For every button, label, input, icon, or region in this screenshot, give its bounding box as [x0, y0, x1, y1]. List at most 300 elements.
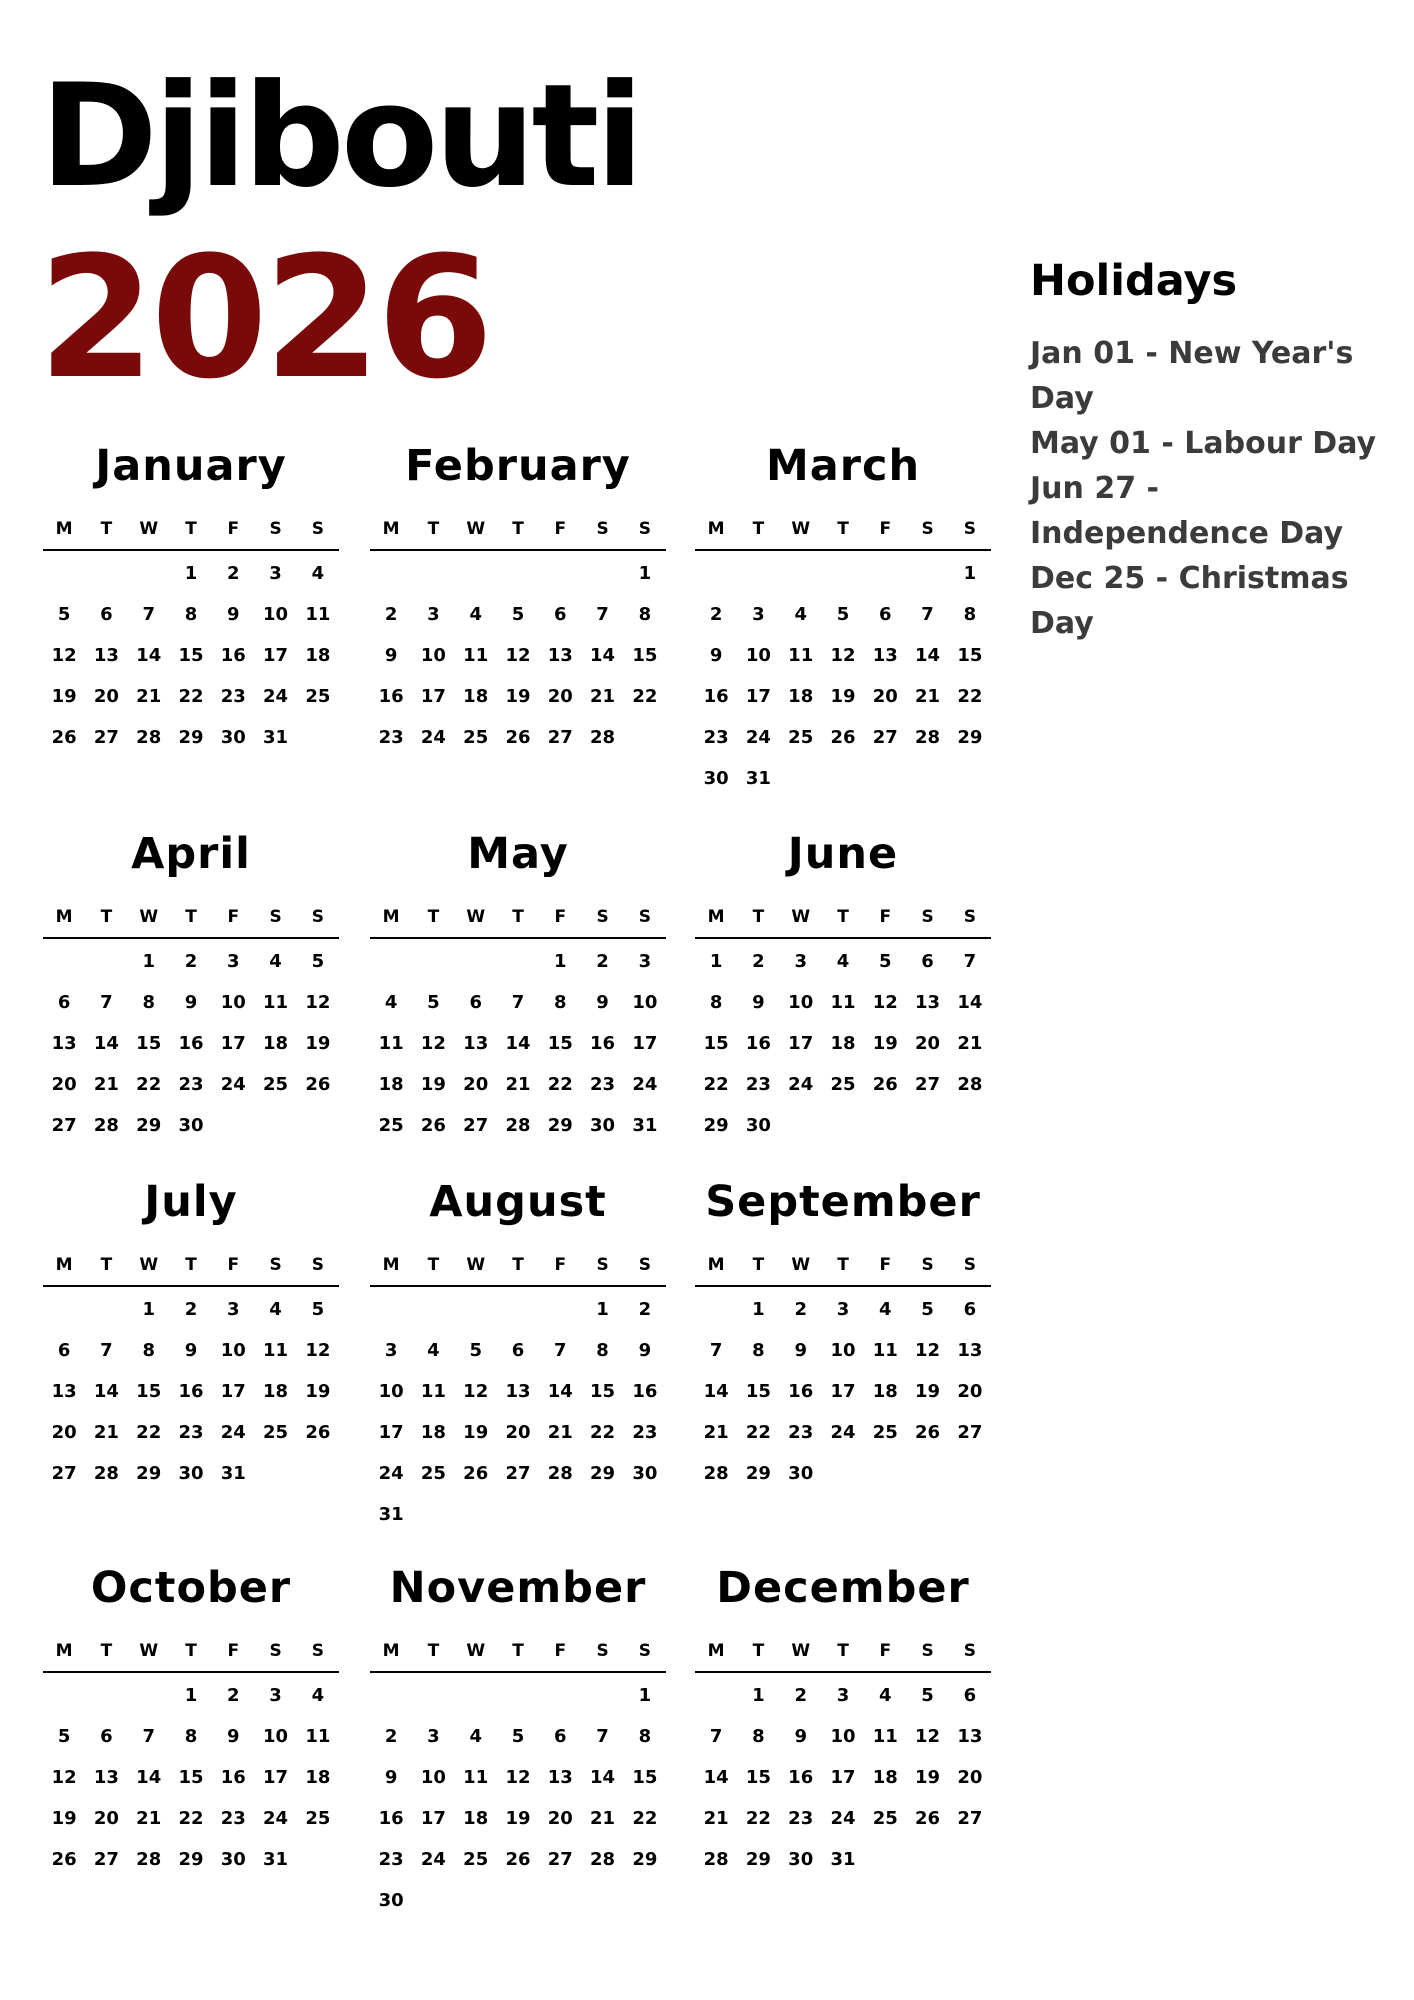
day-cell: 15 [178, 645, 204, 666]
day-cell: 5 [879, 951, 892, 972]
day-cell: 7 [142, 604, 155, 625]
month-august [370, 1169, 666, 1535]
day-grid [695, 1675, 991, 1880]
day-cell: 21 [547, 1422, 573, 1443]
day-cell: 26 [505, 1849, 531, 1870]
weekday-label: F [227, 1641, 240, 1661]
weekday-label: T [512, 1255, 524, 1275]
weekday-header [43, 897, 339, 939]
day-cell: 15 [745, 1381, 771, 1402]
day-cell: 5 [311, 951, 325, 972]
day-cell: 31 [263, 1849, 289, 1870]
day-cell: 24 [378, 1463, 404, 1484]
day-cell: 8 [596, 1340, 609, 1361]
day-grid [370, 553, 666, 758]
month-name: March [765, 441, 921, 491]
month-may [370, 821, 666, 1146]
day-cell: 1 [752, 1685, 765, 1706]
day-cell: 24 [263, 1808, 289, 1829]
weekday-label: S [921, 907, 934, 927]
weekday-label: W [466, 519, 486, 539]
year-title: 2026 [38, 220, 490, 416]
day-cell: 12 [420, 1033, 446, 1054]
day-cell: 2 [227, 1685, 240, 1706]
day-cell: 31 [632, 1115, 658, 1136]
day-cell: 9 [794, 1340, 807, 1361]
day-cell: 27 [915, 1074, 941, 1095]
day-cell: 19 [830, 686, 856, 707]
day-cell: 6 [963, 1685, 977, 1706]
day-cell: 19 [505, 1808, 531, 1829]
day-cell: 27 [547, 727, 573, 748]
day-cell: 25 [305, 686, 331, 707]
day-cell: 17 [788, 1033, 814, 1054]
day-cell: 6 [100, 604, 113, 625]
day-cell: 12 [505, 1767, 531, 1788]
day-cell: 16 [788, 1767, 814, 1788]
weekday-header [43, 509, 339, 551]
day-cell: 4 [469, 604, 482, 625]
day-cell: 18 [305, 645, 331, 666]
weekday-label: M [707, 1641, 725, 1661]
day-cell: 18 [872, 1767, 898, 1788]
day-cell: 18 [263, 1033, 289, 1054]
day-cell: 3 [227, 1299, 240, 1320]
day-cell: 1 [184, 1685, 198, 1706]
day-cell: 18 [872, 1381, 898, 1402]
day-cell: 9 [384, 645, 398, 666]
day-cell: 21 [505, 1074, 531, 1095]
day-grid [695, 941, 991, 1146]
weekday-label: S [596, 1641, 609, 1661]
day-cell: 27 [93, 727, 119, 748]
day-cell: 25 [872, 1422, 898, 1443]
day-cell: 6 [879, 604, 892, 625]
day-cell: 26 [305, 1422, 331, 1443]
month-march [695, 433, 991, 799]
day-cell: 17 [220, 1381, 246, 1402]
day-grid [43, 1675, 339, 1880]
weekday-label: T [752, 907, 765, 927]
day-cell: 11 [263, 1340, 289, 1361]
weekday-label: S [638, 1255, 651, 1275]
country-title: Djibouti [40, 54, 641, 219]
weekday-label: M [382, 1255, 400, 1275]
day-cell: 29 [136, 1463, 162, 1484]
day-cell: 13 [957, 1726, 983, 1747]
day-cell: 3 [384, 1340, 398, 1361]
day-grid [370, 1675, 666, 1921]
day-cell: 3 [227, 951, 240, 972]
day-cell: 24 [220, 1422, 246, 1443]
day-cell: 6 [469, 992, 482, 1013]
day-cell: 5 [57, 604, 71, 625]
day-cell: 27 [505, 1463, 531, 1484]
weekday-header [43, 1245, 339, 1287]
day-cell: 6 [554, 1726, 567, 1747]
month-february [370, 433, 666, 758]
month-name: February [405, 441, 631, 491]
holiday-list [1030, 331, 1380, 646]
day-cell: 20 [547, 686, 573, 707]
day-cell: 16 [378, 686, 404, 707]
day-cell: 15 [703, 1033, 729, 1054]
weekday-label: T [837, 519, 849, 539]
day-cell: 2 [752, 951, 765, 972]
day-cell: 28 [136, 1849, 162, 1870]
day-cell: 10 [220, 992, 246, 1013]
month-name: October [90, 1563, 292, 1613]
weekday-label: W [791, 1641, 811, 1661]
day-cell: 7 [709, 1340, 723, 1361]
day-cell: 17 [830, 1381, 856, 1402]
day-cell: 1 [709, 951, 723, 972]
day-cell: 20 [505, 1422, 531, 1443]
day-cell: 24 [830, 1808, 856, 1829]
weekday-label: T [752, 1255, 765, 1275]
day-cell: 8 [638, 1726, 652, 1747]
day-cell: 30 [703, 768, 729, 789]
day-cell: 25 [463, 727, 489, 748]
day-cell: 17 [420, 1808, 446, 1829]
day-cell: 17 [420, 686, 446, 707]
day-cell: 7 [921, 604, 934, 625]
day-cell: 2 [794, 1299, 807, 1320]
holiday-item: Jun 27 - Independence Day [1030, 471, 1344, 552]
day-cell: 12 [915, 1340, 941, 1361]
day-cell: 14 [590, 1767, 616, 1788]
day-cell: 31 [745, 768, 771, 789]
weekday-label: T [512, 907, 524, 927]
day-cell: 16 [788, 1381, 814, 1402]
day-cell: 9 [709, 645, 723, 666]
day-cell: 21 [703, 1808, 729, 1829]
day-cell: 10 [420, 645, 446, 666]
day-cell: 1 [596, 1299, 609, 1320]
day-cell: 19 [305, 1033, 331, 1054]
day-cell: 18 [378, 1074, 404, 1095]
day-cell: 19 [505, 686, 531, 707]
day-cell: 29 [178, 727, 204, 748]
day-cell: 29 [745, 1849, 771, 1870]
day-cell: 10 [378, 1381, 404, 1402]
day-cell: 29 [745, 1463, 771, 1484]
day-cell: 4 [427, 1340, 440, 1361]
day-cell: 14 [703, 1381, 729, 1402]
weekday-label: T [100, 1255, 113, 1275]
weekday-label: T [427, 1255, 440, 1275]
day-cell: 26 [830, 727, 856, 748]
day-cell: 4 [311, 1685, 325, 1706]
day-cell: 19 [463, 1422, 489, 1443]
day-cell: 6 [921, 951, 934, 972]
weekday-label: T [185, 1255, 197, 1275]
day-cell: 17 [378, 1422, 404, 1443]
day-cell: 7 [142, 1726, 155, 1747]
day-cell: 24 [745, 727, 771, 748]
day-cell: 23 [220, 686, 246, 707]
day-cell: 14 [703, 1767, 729, 1788]
weekday-label: S [638, 1641, 651, 1661]
weekday-header [370, 1245, 666, 1287]
day-cell: 2 [384, 604, 398, 625]
day-cell: 25 [420, 1463, 446, 1484]
day-cell: 15 [957, 645, 983, 666]
day-cell: 28 [590, 727, 616, 748]
day-cell: 2 [596, 951, 609, 972]
day-cell: 7 [100, 992, 113, 1013]
weekday-label: F [554, 1255, 567, 1275]
weekday-label: W [139, 1255, 159, 1275]
day-cell: 27 [957, 1422, 983, 1443]
day-cell: 8 [142, 1340, 155, 1361]
day-cell: 23 [378, 1849, 404, 1870]
day-grid [695, 553, 991, 799]
weekday-label: M [382, 907, 400, 927]
day-cell: 26 [420, 1115, 446, 1136]
weekday-label: S [596, 1255, 609, 1275]
day-cell: 13 [547, 1767, 573, 1788]
day-cell: 25 [263, 1074, 289, 1095]
day-cell: 21 [957, 1033, 983, 1054]
day-cell: 11 [872, 1726, 898, 1747]
day-cell: 15 [178, 1767, 204, 1788]
day-cell: 1 [184, 563, 198, 584]
weekday-label: S [963, 1255, 976, 1275]
day-cell: 23 [632, 1422, 658, 1443]
day-cell: 4 [836, 951, 850, 972]
day-cell: 9 [384, 1767, 398, 1788]
weekday-label: F [879, 519, 892, 539]
day-cell: 12 [51, 1767, 77, 1788]
day-cell: 22 [136, 1422, 162, 1443]
day-cell: 28 [93, 1115, 119, 1136]
holiday-item: Dec 25 - Christmas Day [1030, 561, 1349, 642]
day-cell: 24 [220, 1074, 246, 1095]
day-cell: 2 [794, 1685, 807, 1706]
day-cell: 7 [100, 1340, 113, 1361]
day-cell: 12 [505, 645, 531, 666]
day-cell: 12 [872, 992, 898, 1013]
day-cell: 6 [57, 992, 71, 1013]
weekday-label: W [466, 1255, 486, 1275]
weekday-label: W [139, 1641, 159, 1661]
day-cell: 20 [957, 1381, 983, 1402]
day-cell: 9 [227, 604, 240, 625]
weekday-label: T [512, 1641, 524, 1661]
day-cell: 17 [632, 1033, 658, 1054]
weekday-label: S [921, 519, 934, 539]
day-cell: 10 [830, 1340, 856, 1361]
day-cell: 10 [263, 1726, 289, 1747]
day-cell: 6 [100, 1726, 113, 1747]
day-cell: 20 [93, 686, 119, 707]
day-cell: 22 [632, 1808, 658, 1829]
month-january [43, 433, 339, 758]
day-cell: 2 [709, 604, 723, 625]
day-cell: 23 [178, 1074, 204, 1095]
month-name: August [429, 1177, 607, 1227]
day-cell: 4 [469, 1726, 482, 1747]
day-cell: 21 [915, 686, 941, 707]
day-cell: 26 [915, 1422, 941, 1443]
day-cell: 13 [51, 1381, 77, 1402]
day-cell: 10 [220, 1340, 246, 1361]
day-cell: 27 [51, 1115, 77, 1136]
month-name: September [705, 1177, 981, 1227]
day-cell: 17 [263, 1767, 289, 1788]
day-cell: 29 [136, 1115, 162, 1136]
weekday-label: S [596, 519, 609, 539]
day-cell: 15 [136, 1033, 162, 1054]
day-cell: 28 [957, 1074, 983, 1095]
day-cell: 19 [915, 1381, 941, 1402]
weekday-label: T [427, 1641, 440, 1661]
day-cell: 22 [178, 686, 204, 707]
day-cell: 16 [378, 1808, 404, 1829]
day-cell: 30 [378, 1890, 404, 1911]
day-cell: 27 [872, 727, 898, 748]
day-cell: 3 [427, 1726, 440, 1747]
day-cell: 11 [463, 1767, 489, 1788]
weekday-label: S [311, 1255, 324, 1275]
day-cell: 8 [554, 992, 567, 1013]
day-cell: 28 [590, 1849, 616, 1870]
day-cell: 3 [269, 563, 282, 584]
weekday-label: M [55, 1255, 73, 1275]
day-cell: 26 [915, 1808, 941, 1829]
day-cell: 7 [596, 1726, 609, 1747]
day-cell: 30 [178, 1463, 204, 1484]
weekday-label: S [269, 1255, 282, 1275]
day-cell: 21 [93, 1074, 119, 1095]
weekday-label: W [791, 1255, 811, 1275]
day-cell: 17 [830, 1767, 856, 1788]
day-cell: 31 [378, 1504, 404, 1525]
day-cell: 22 [178, 1808, 204, 1829]
weekday-label: S [963, 907, 976, 927]
holidays-heading: Holidays [1030, 256, 1238, 306]
day-cell: 18 [830, 1033, 856, 1054]
day-cell: 24 [420, 1849, 446, 1870]
day-cell: 20 [51, 1074, 77, 1095]
day-cell: 21 [93, 1422, 119, 1443]
day-cell: 19 [51, 1808, 77, 1829]
day-cell: 1 [638, 1685, 652, 1706]
day-cell: 11 [872, 1340, 898, 1361]
day-cell: 31 [263, 727, 289, 748]
day-cell: 18 [263, 1381, 289, 1402]
weekday-label: S [269, 1641, 282, 1661]
day-cell: 2 [384, 1726, 398, 1747]
month-name: June [787, 829, 899, 879]
weekday-header [695, 1245, 991, 1287]
day-cell: 17 [220, 1033, 246, 1054]
weekday-label: S [311, 519, 324, 539]
weekday-label: T [100, 519, 113, 539]
day-cell: 8 [963, 604, 977, 625]
weekday-header [370, 1631, 666, 1673]
weekday-label: F [227, 907, 240, 927]
weekday-label: T [837, 907, 849, 927]
weekday-label: T [185, 1641, 197, 1661]
day-cell: 14 [93, 1381, 119, 1402]
day-cell: 18 [788, 686, 814, 707]
day-cell: 26 [51, 1849, 77, 1870]
day-cell: 2 [184, 951, 198, 972]
weekday-label: F [879, 1255, 892, 1275]
day-cell: 1 [142, 1299, 155, 1320]
day-cell: 24 [830, 1422, 856, 1443]
day-cell: 16 [590, 1033, 616, 1054]
day-cell: 9 [184, 992, 198, 1013]
weekday-label: W [466, 907, 486, 927]
day-cell: 4 [384, 992, 398, 1013]
day-cell: 18 [420, 1422, 446, 1443]
weekday-label: S [311, 907, 324, 927]
day-grid [695, 1289, 991, 1494]
day-cell: 29 [178, 1849, 204, 1870]
day-cell: 4 [311, 563, 325, 584]
day-cell: 27 [93, 1849, 119, 1870]
weekday-label: S [638, 907, 651, 927]
weekday-label: S [921, 1255, 934, 1275]
day-cell: 23 [703, 727, 729, 748]
day-cell: 25 [305, 1808, 331, 1829]
day-cell: 10 [632, 992, 658, 1013]
day-cell: 13 [915, 992, 941, 1013]
day-cell: 23 [590, 1074, 616, 1095]
weekday-label: M [707, 907, 725, 927]
day-cell: 5 [427, 992, 440, 1013]
day-cell: 15 [632, 645, 658, 666]
day-cell: 23 [788, 1422, 814, 1443]
day-cell: 1 [554, 951, 567, 972]
day-cell: 15 [590, 1381, 616, 1402]
day-grid [370, 1289, 666, 1535]
day-cell: 22 [136, 1074, 162, 1095]
day-cell: 20 [51, 1422, 77, 1443]
day-cell: 8 [184, 604, 198, 625]
day-cell: 30 [788, 1463, 814, 1484]
day-cell: 30 [178, 1115, 204, 1136]
weekday-header [695, 509, 991, 551]
day-cell: 3 [269, 1685, 282, 1706]
day-cell: 28 [93, 1463, 119, 1484]
day-cell: 27 [547, 1849, 573, 1870]
day-cell: 5 [57, 1726, 71, 1747]
day-cell: 3 [427, 604, 440, 625]
day-cell: 30 [745, 1115, 771, 1136]
day-cell: 2 [638, 1299, 652, 1320]
weekday-label: T [100, 1641, 113, 1661]
day-cell: 6 [511, 1340, 525, 1361]
day-cell: 28 [703, 1463, 729, 1484]
weekday-label: T [427, 519, 440, 539]
weekday-label: M [55, 907, 73, 927]
day-cell: 23 [378, 727, 404, 748]
month-name: November [389, 1563, 647, 1613]
month-name: January [95, 441, 287, 491]
day-cell: 28 [505, 1115, 531, 1136]
day-cell: 6 [554, 604, 567, 625]
day-cell: 23 [178, 1422, 204, 1443]
day-cell: 29 [590, 1463, 616, 1484]
day-cell: 7 [596, 604, 609, 625]
weekday-label: S [596, 907, 609, 927]
day-cell: 14 [957, 992, 983, 1013]
day-cell: 26 [505, 727, 531, 748]
